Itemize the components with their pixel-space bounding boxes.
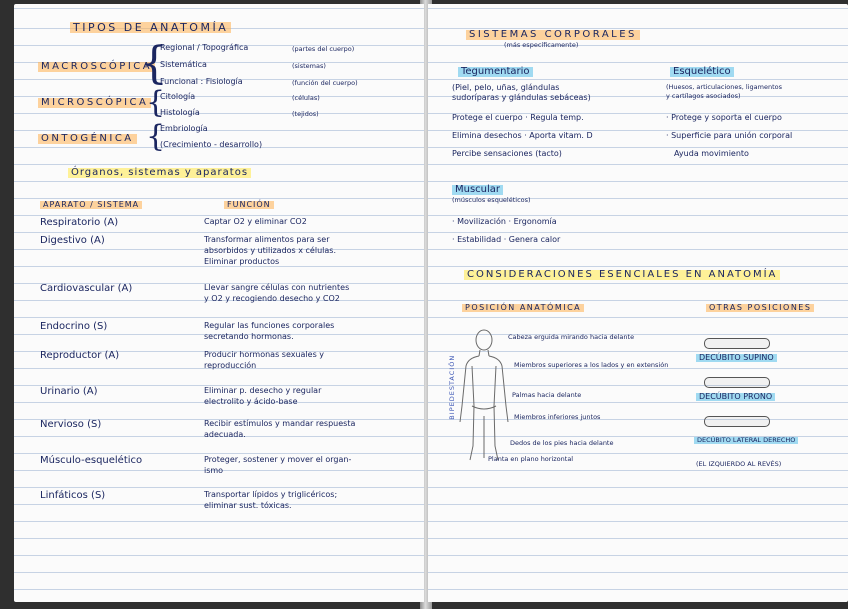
tegumentario-heading: Tegumentario [458, 67, 533, 77]
right-page [428, 4, 848, 602]
posicion-anatomica-heading: POSICIÓN ANATÓMICA [462, 304, 584, 312]
esqueletico-desc: y cartílagos asociados) [666, 92, 741, 100]
lateral-figure-sketch [704, 416, 770, 427]
brace-micro: { [146, 85, 166, 120]
bipedestacion-label: BIPEDESTACIÓN [448, 354, 457, 420]
organ-system-function: absorbidos y utilizados x células. [204, 246, 336, 255]
anatomy-label: Cabeza erguida mirando hacia delante [508, 333, 635, 341]
anatomy-label: Miembros inferiores juntos [514, 413, 601, 421]
muscular-desc: (músculos esqueléticos) [452, 196, 531, 204]
tegumentario-desc: sudoríparas y glándulas sebáceas) [452, 93, 591, 102]
organ-system-function: Regular las funciones corporales [204, 321, 335, 330]
anatomy-label: Planta en plano horizontal [488, 455, 574, 463]
organ-system-name: Respiratorio (A) [40, 217, 119, 228]
position-decubito-lateral: DECÚBITO LATERAL DERECHO [694, 437, 798, 444]
organ-system-name: Cardiovascular (A) [40, 283, 133, 294]
organ-system-function: eliminar sust. tóxicas. [204, 501, 292, 510]
position-note: (EL IZQUIERDO AL REVÉS) [696, 460, 782, 468]
table-header-funcion: FUNCIÓN [224, 201, 274, 209]
tegumentario-function: Elimina desechos · Aporta vitam. D [452, 131, 593, 140]
micro-note: (células) [292, 94, 320, 102]
macro-note: (función del cuerpo) [292, 79, 358, 87]
muscular-function: · Estabilidad · Genera calor [452, 235, 561, 244]
organ-system-name: Músculo-esquelético [40, 455, 143, 466]
anatomy-label: Dedos de los pies hacia delante [510, 439, 614, 447]
organ-system-function: Eliminar p. desecho y regular [204, 386, 322, 395]
position-decubito-prono: DECÚBITO PRONO [696, 393, 775, 401]
organ-system-function: secretando hormonas. [204, 332, 294, 341]
esqueletico-desc: (Huesos, articulaciones, ligamentos [666, 83, 782, 91]
organ-system-function: y O2 y recogiendo desecho y CO2 [204, 294, 340, 303]
table-header-aparato: APARATO / SISTEMA [40, 201, 142, 209]
position-decubito-supino: DECÚBITO SUPINO [696, 354, 777, 362]
left-page [14, 4, 424, 602]
macro-item: Sistemática [160, 60, 207, 69]
macro-note: (sistemas) [292, 62, 326, 70]
type-macroscopica: MACROSCÓPICA [38, 62, 155, 72]
macro-item: Funcional : Fisiología [160, 77, 243, 86]
organs-heading: Órganos, sistemas y aparatos [68, 168, 251, 178]
organ-system-function: reproducción [204, 361, 257, 370]
esqueletico-function: Ayuda movimiento [674, 149, 749, 158]
micro-note: (tejidos) [292, 110, 319, 118]
tegumentario-function: Percibe sensaciones (tacto) [452, 149, 562, 158]
tipos-title: TIPOS DE ANATOMÍA [70, 22, 231, 33]
muscular-heading: Muscular [452, 185, 503, 195]
organ-system-name: Reproductor (A) [40, 350, 120, 361]
sistemas-title: SISTEMAS CORPORALES [466, 30, 640, 40]
otras-posiciones-heading: OTRAS POSICIONES [706, 304, 814, 312]
micro-item: Citología [160, 92, 196, 101]
organ-system-name: Nervioso (S) [40, 419, 102, 430]
organ-system-name: Digestivo (A) [40, 235, 105, 246]
organ-system-name: Endocrino (S) [40, 321, 108, 332]
type-ontogenica: ONTOGÉNICA [38, 134, 137, 144]
consideraciones-heading: CONSIDERACIONES ESENCIALES EN ANATOMÍA [464, 270, 780, 280]
organ-system-function: Transportar lípidos y triglicéricos; [204, 490, 338, 499]
brace-onto: { [146, 119, 166, 154]
micro-item: Histología [160, 108, 200, 117]
tegumentario-desc: (Piel, pelo, uñas, glándulas [452, 83, 560, 92]
muscular-function: · Movilización · Ergonomía [452, 217, 557, 226]
organ-system-function: adecuada. [204, 430, 246, 439]
anatomy-label: Palmas hacia delante [512, 391, 582, 399]
organ-system-function: Eliminar productos [204, 257, 280, 266]
esqueletico-function: · Superficie para unión corporal [666, 131, 793, 140]
macro-note: (partes del cuerpo) [292, 45, 355, 53]
anatomy-label: Miembros superiores a los lados y en extensión [514, 361, 669, 369]
organ-system-name: Linfáticos (S) [40, 490, 106, 501]
organ-system-name: Urinario (A) [40, 386, 98, 397]
organ-system-function: Proteger, sostener y mover el organ- [204, 455, 352, 464]
esqueletico-function: · Protege y soporta el cuerpo [666, 113, 782, 122]
organ-system-function: Llevar sangre células con nutrientes [204, 283, 350, 292]
standing-figure-sketch [446, 326, 516, 466]
type-microscopica: MICROSCÓPICA [38, 98, 151, 108]
onto-item: (Crecimiento - desarrollo) [160, 140, 263, 149]
tegumentario-function: Protege el cuerpo · Regula temp. [452, 113, 584, 122]
supine-figure-sketch [704, 338, 770, 349]
prone-figure-sketch [704, 377, 770, 388]
sistemas-subtitle: (más específicamente) [504, 41, 579, 49]
organ-system-function: Recibir estímulos y mandar respuesta [204, 419, 356, 428]
onto-item: Embriología [160, 124, 208, 133]
esqueletico-heading: Esquelético [670, 67, 734, 77]
organ-system-function: Captar O2 y eliminar CO2 [204, 217, 307, 226]
organ-system-function: Producir hormonas sexuales y [204, 350, 325, 359]
organ-system-function: ismo [204, 466, 224, 475]
organ-system-function: Transformar alimentos para ser [204, 235, 330, 244]
brace-macro: { [140, 38, 168, 89]
organ-system-function: electrolito y ácido-base [204, 397, 298, 406]
macro-item: Regional / Topográfica [160, 43, 249, 52]
